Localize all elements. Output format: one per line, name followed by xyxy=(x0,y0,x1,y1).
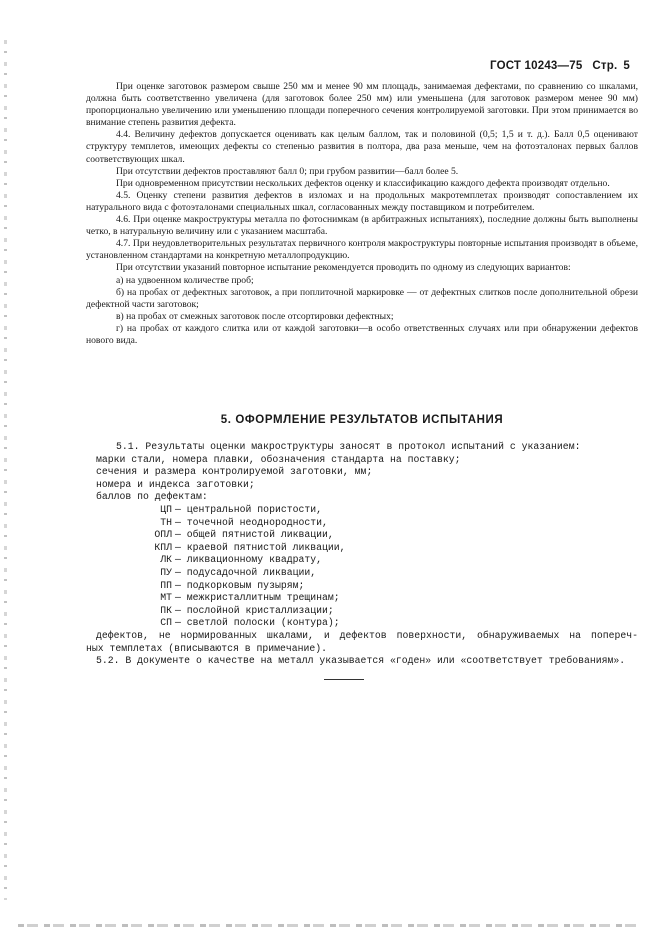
defect-desc: — светлой полоски (контура); xyxy=(175,617,340,629)
paragraph-4-6: 4.6. При оценке макроструктуры металла по фотоснимкам (в арбитражных испытаниях), последние должны быть выполнены четко, в натуральную величину или с указанием масштаба. xyxy=(86,214,638,238)
list-item: сечения и размера контролируемой заготовки, мм; xyxy=(96,466,373,478)
defect-row xyxy=(86,504,638,517)
defect-row xyxy=(86,567,638,580)
defect-row xyxy=(86,605,638,618)
defect-desc: — подусадочной ликвации, xyxy=(175,566,317,578)
paragraph: При отсутствии дефектов проставляют балл 0; при грубом развитии—балл более 5. xyxy=(116,165,459,177)
defect-code: ОПЛ xyxy=(154,529,172,541)
paragraph-5-1: 5.1. Результаты оценки макроструктуры заносят в протокол испытаний с указанием: xyxy=(116,441,581,452)
defect-row xyxy=(86,592,638,605)
defect-row xyxy=(86,542,638,555)
paragraph: ных темплетах (вписываются в примечание). xyxy=(86,642,328,654)
page-label: Стр. xyxy=(592,60,618,72)
paragraph: При оценке заготовок размером свыше 250 мм и менее 90 мм площадь, занимаемая дефектами, по сравнению со шкалами, должна быть соответственно увеличена (для заготовок более 250 мм) или уменьшена (для заготовок размером менее 90 мм) пропорционально увеличению или уменьшению площади поперечного сечения контролируемой заготовки. При этом принимается во внимание степень развития дефекта. xyxy=(86,81,638,129)
list-item: марки стали, номера плавки, обозначения стандарта на поставку; xyxy=(96,453,461,465)
list-item: номера и индекса заготовки; xyxy=(96,478,255,490)
scan-artifact-left-edge xyxy=(4,40,7,900)
page-header xyxy=(490,60,640,72)
defect-desc: — межкристаллитным трещинам; xyxy=(175,592,340,604)
list-item-v: в) на пробах от смежных заготовок после отсортировки дефектных; xyxy=(116,310,394,322)
list-item-b: б) на пробах от дефектных заготовок, а при поплиточной маркировке — от дефектных слитков после дополнительной обрези дефектной части заготовок; xyxy=(86,286,638,310)
defect-row xyxy=(86,517,638,530)
page-number: 5 xyxy=(623,60,630,72)
paragraph: При одновременном присутствии нескольких дефектов оценку и классификацию каждого дефекта производят отдельно. xyxy=(116,177,610,189)
defect-desc: — ликвационному квадрату, xyxy=(175,554,322,566)
defect-desc: — подкорковым пузырям; xyxy=(175,579,305,591)
defect-code: КПЛ xyxy=(154,541,172,553)
defect-code: ПК xyxy=(160,604,172,616)
defect-code: СП xyxy=(160,617,172,629)
defect-desc: — общей пятнистой ликвации, xyxy=(175,529,334,541)
defect-row xyxy=(86,554,638,567)
paragraph: дефектов, не нормированных шкалами, и дефектов поверхности, обнаруживаемых на попереч- xyxy=(96,629,638,641)
defect-code: МТ xyxy=(160,592,172,604)
defect-row xyxy=(86,580,638,593)
defect-desc: — центральной пористости, xyxy=(175,503,322,515)
defect-code: ПП xyxy=(160,579,172,591)
paragraph-4-7: 4.7. При неудовлетворительных результатах первичного контроля макроструктуры повторные испытания производят в объеме, установленном стандартами на конкретную металлопродукцию. xyxy=(86,238,638,262)
paragraph-5-2: 5.2. В документе о качестве на металл указывается «годен» или «соответствует требованиям». xyxy=(96,655,626,667)
paragraph-4-5: 4.5. Оценку степени развития дефектов в изломах и на продольных макротемплетах производят сопоставлением их натурального вида с фотоэталонами специальных шкал, согласованных между поставщиком и потребителем. xyxy=(86,189,638,213)
end-divider xyxy=(324,679,364,680)
defect-desc: — точечной неоднородности, xyxy=(175,516,328,528)
defect-code: ТН xyxy=(160,516,172,528)
paragraph: При отсутствии указаний повторное испытание рекомендуется проводить по одному из следующих вариантов: xyxy=(116,262,571,274)
defect-row xyxy=(86,617,638,630)
section-heading: 5. ОФОРМЛЕНИЕ РЕЗУЛЬТАТОВ ИСПЫТАНИЯ xyxy=(220,414,504,426)
defect-code: ПУ xyxy=(160,566,172,578)
defect-code: ЛК xyxy=(160,554,172,566)
list-item: баллов по дефектам: xyxy=(96,491,208,503)
list-item-a: а) на удвоенном количестве проб; xyxy=(116,274,254,286)
list-item-g: г) на пробах от каждого слитка или от каждой заготовки—в особо ответственных случаях или при обнаружении дефектов нового вида. xyxy=(86,322,638,346)
scan-artifact-bottom-edge xyxy=(18,924,638,927)
paragraph-4-4: 4.4. Величину дефектов допускается оценивать как целым баллом, так и половиной (0,5; 1,5 и т. д.). Балл 0,5 оценивают структуру темплетов, имеющих дефекты со степенью развития в полтора, два раза меньше, чем на фотоэталонах первых баллов соответствующих шкал. xyxy=(86,129,638,165)
defect-desc: — краевой пятнистой ликвации, xyxy=(175,541,346,553)
defect-code: ЦП xyxy=(160,503,172,515)
defect-row xyxy=(86,529,638,542)
section-4-continued xyxy=(86,81,638,347)
defect-desc: — послойной кристаллизации; xyxy=(175,604,334,616)
standard-number: ГОСТ 10243—75 xyxy=(490,60,583,72)
section-5-body xyxy=(86,441,638,668)
